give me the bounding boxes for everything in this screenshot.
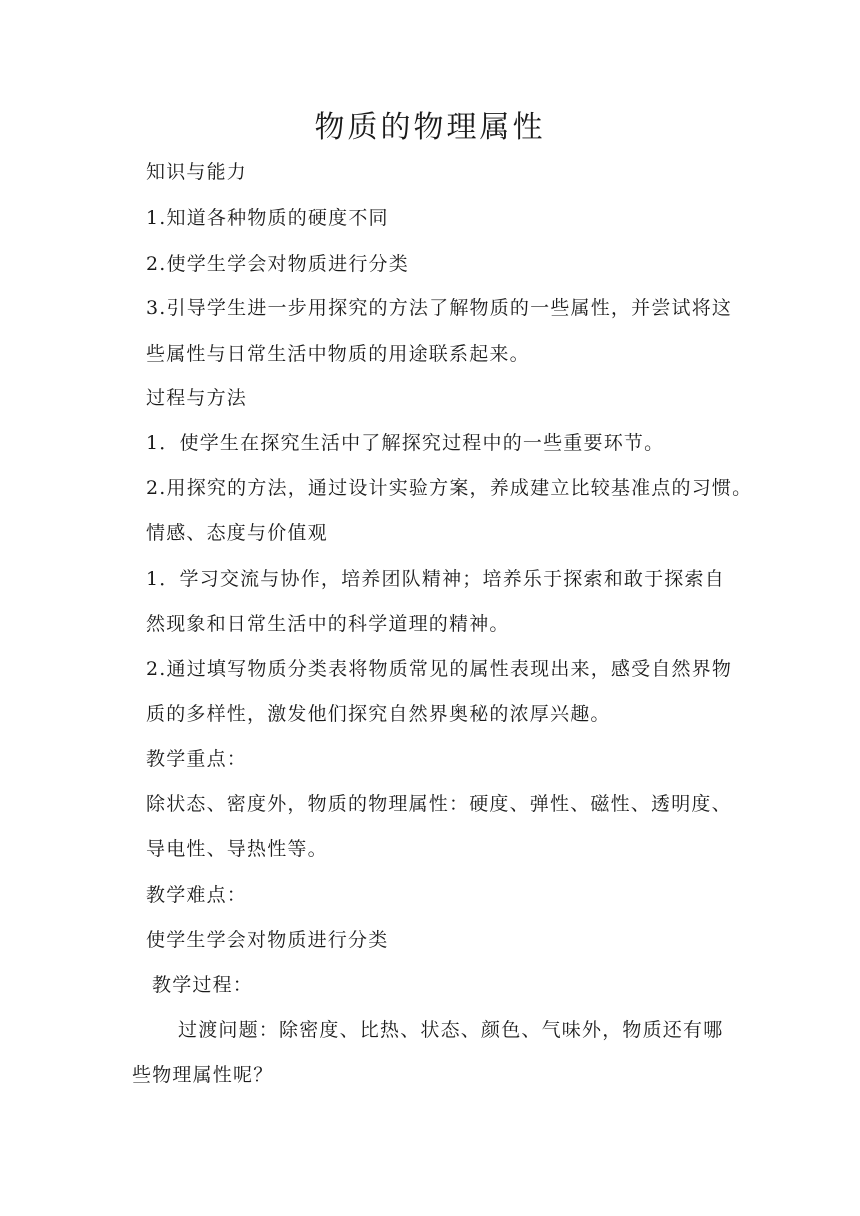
section-heading-knowledge: 知识与能力	[146, 161, 248, 183]
section-heading-teaching-process: 教学过程：	[152, 974, 254, 996]
paragraph-line: 然现象和日常生活中的科学道理的精神。	[146, 613, 510, 635]
paragraph-line: 质的多样性，激发他们探究自然界奥秘的浓厚兴趣。	[146, 703, 611, 725]
paragraph-line: 使学生学会对物质进行分类	[146, 929, 389, 951]
paragraph-line: 过渡问题：除密度、比热、状态、颜色、气味外，物质还有哪	[178, 1019, 724, 1041]
paragraph-line: 些物理属性呢？	[132, 1064, 274, 1086]
document-title: 物质的物理属性	[314, 110, 546, 145]
paragraph-line: 除状态、密度外，物质的物理属性：硬度、弹性、磁性、透明度、	[146, 793, 732, 815]
paragraph-line: 2.用探究的方法，通过设计实验方案，养成建立比较基准点的习惯。	[146, 477, 753, 499]
paragraph-line: 1．学习交流与协作，培养团队精神；培养乐于探索和敢于探索自	[146, 568, 725, 590]
paragraph-line: 些属性与日常生活中物质的用途联系起来。	[146, 343, 530, 365]
paragraph-line: 2.使学生学会对物质进行分类	[146, 253, 409, 275]
section-heading-process: 过程与方法	[146, 387, 248, 409]
paragraph-line: 导电性、导热性等。	[146, 838, 328, 860]
paragraph-line: 3.引导学生进一步用探究的方法了解物质的一些属性，并尝试将这	[146, 297, 733, 319]
paragraph-line: 1.知道各种物质的硬度不同	[146, 207, 389, 229]
paragraph-line: 1．使学生在探究生活中了解探究过程中的一些重要环节。	[146, 432, 665, 454]
section-heading-attitude: 情感、态度与价值观	[146, 522, 328, 544]
paragraph-line: 2.通过填写物质分类表将物质常见的属性表现出来，感受自然界物	[146, 658, 733, 680]
section-heading-key-points: 教学重点：	[146, 748, 248, 770]
section-heading-difficulties: 教学难点：	[146, 884, 248, 906]
